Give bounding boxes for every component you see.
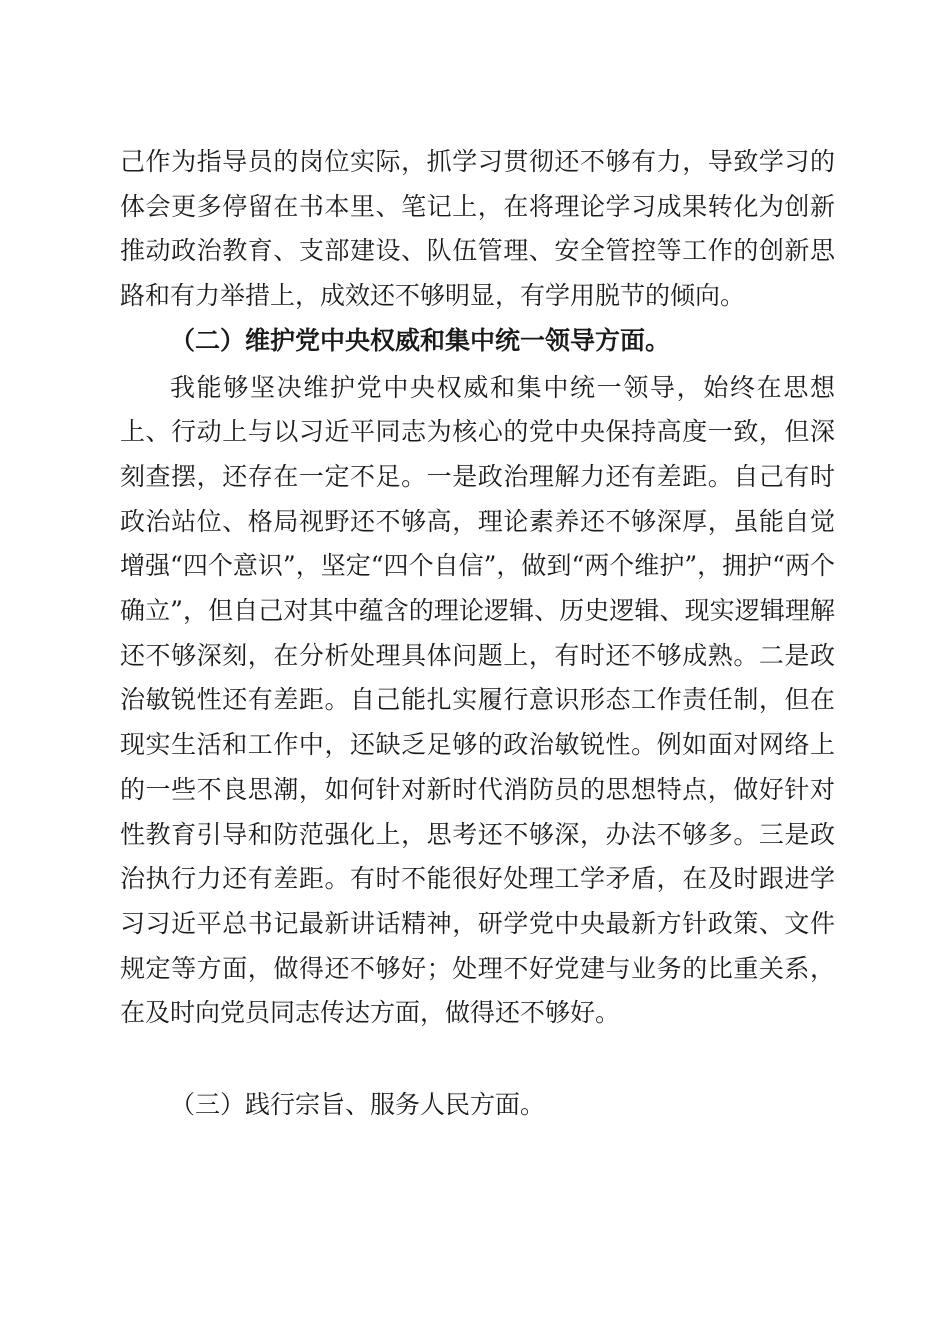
- section-three-block: [120, 1083, 835, 1128]
- body-text: [120, 140, 835, 1036]
- continuation-paragraph: 己作为指导员的岗位实际，抓学习贯彻还不够有力，导致学习的体会更多停留在书本里、笔记上，在将理论学习成果转化为创新推动政治教育、支部建设、队伍管理、安全管控等工作的创新思路和有力举措上，成效还不够明显，有学用脱节的倾向。: [120, 147, 835, 311]
- section-three-heading: （三）践行宗旨、服务人民方面。: [170, 1090, 546, 1119]
- section-two-body: 我能够坚决维护党中央权威和集中统一领导，始终在思想上、行动上与以习近平同志为核心的党中央保持高度一致，但深刻查摆，还存在一定不足。一是政治理解力还有差距。自己有时政治站位、格局视野还不够高，理论素养还不够深厚，虽能自觉增强“四个意识”，坚定“四个自信”，做到“两个维护”，拥护“两个确立”，但自己对其中蕴含的理论逻辑、历史逻辑、现实逻辑理解还不够深刻，在分析处理具体问题上，有时还不够成熟。二是政治敏锐性还有差距。自己能扎实履行意识形态工作责任制，但在现实生活和工作中，还缺乏足够的政治敏锐性。例如面对网络上的一些不良思潮，如何针对新时代消防员的思想特点，做好针对性教育引导和防范强化上，思考还不够深，办法不够多。三是政治执行力还有差距。有时不能很好处理工学矛盾，在及时跟进学习习近平总书记最新讲话精神，研学党中央最新方针政策、文件规定等方面，做得还不够好；处理不好党建与业务的比重关系，在及时向党员同志传达方面，做得还不够好。: [120, 372, 835, 1028]
- section-two-heading: （二）维护党中央权威和集中统一领导方面。: [170, 325, 671, 355]
